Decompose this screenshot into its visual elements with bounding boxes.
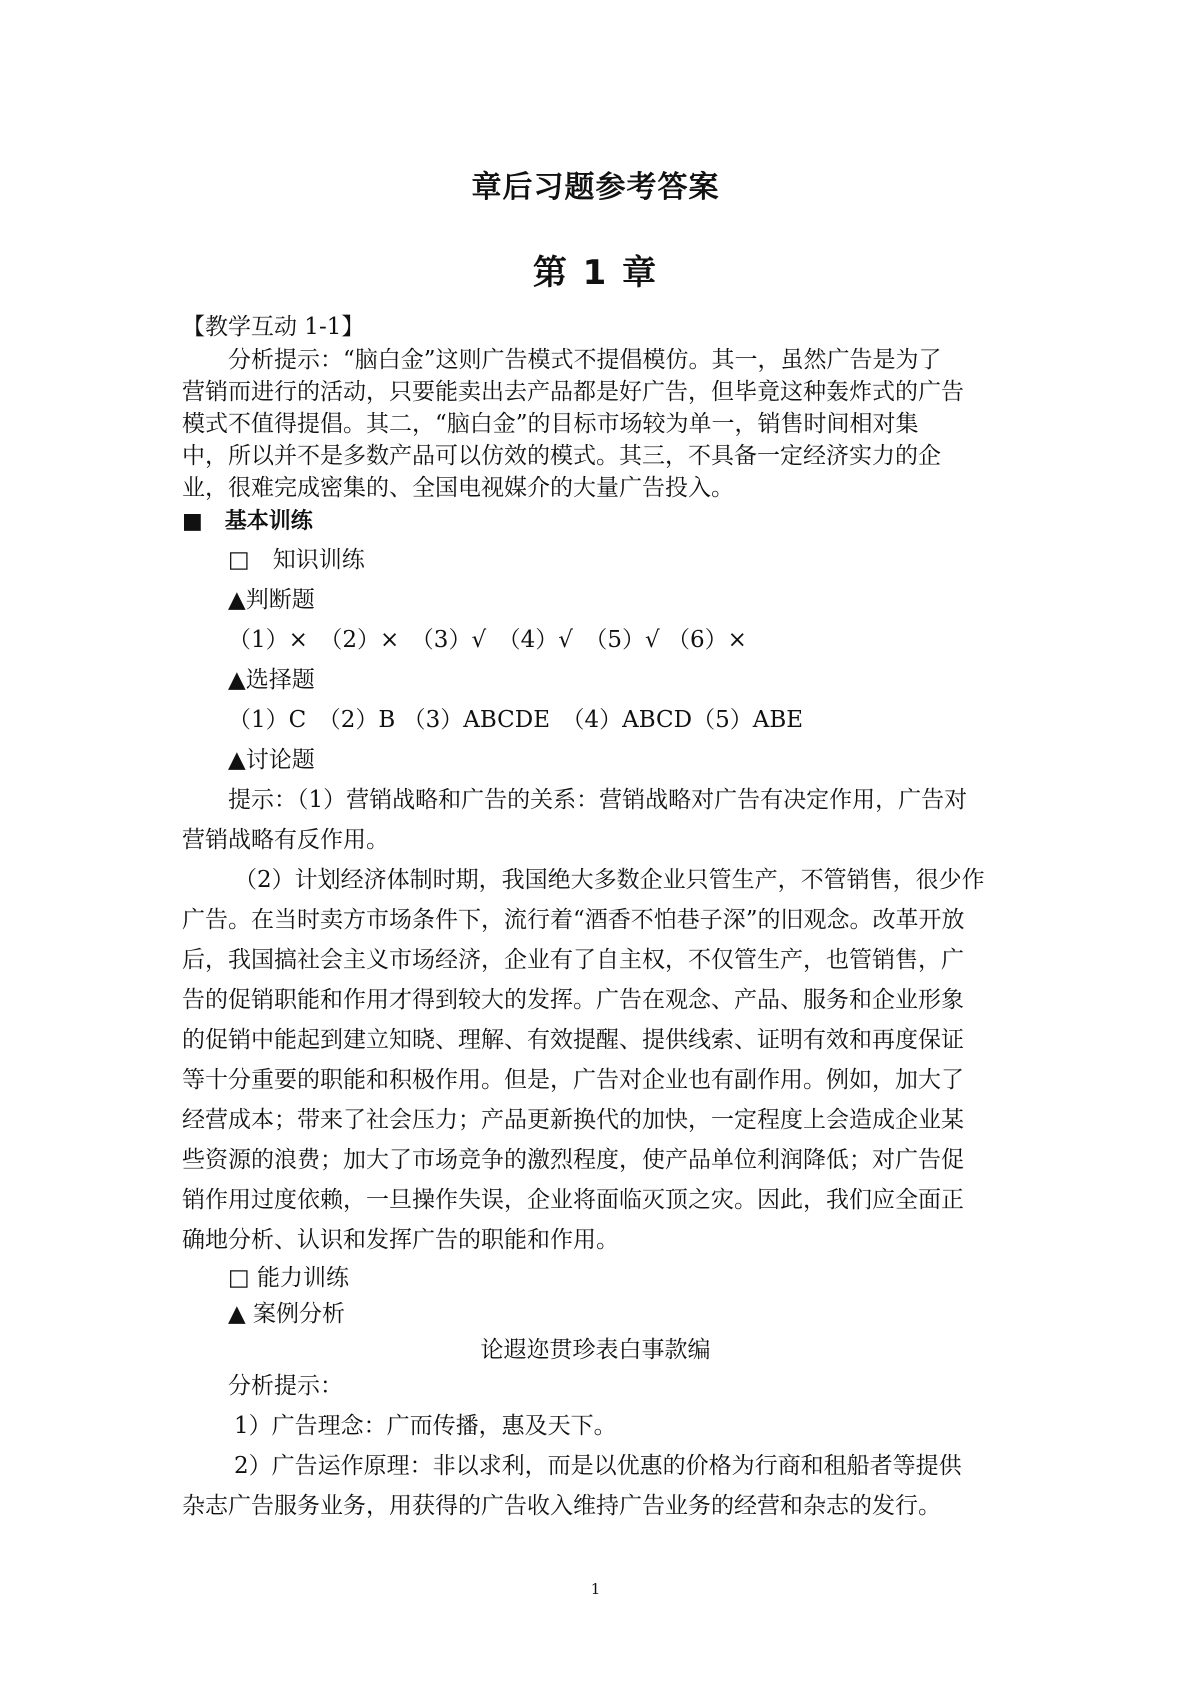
judgment-answers: （1）× （2）× （3）√ （4）√ （5）√ （6）× [228,627,747,653]
discussion-line: 告的促销职能和作用才得到较大的发挥。广告在观念、产品、服务和企业形象 [182,987,964,1013]
chapter-title: 第 1 章 [532,253,659,293]
interaction-line: 营销而进行的活动，只要能卖出去产品都是好广告，但毕竟这种轰炸式的广告 [182,379,964,405]
case-title: ▲ 案例分析 [228,1301,345,1327]
page-title: 章后习题参考答案 [471,170,720,205]
discussion-line: 后，我国搞社会主义市场经济，企业有了自主权，不仅管生产，也管销售，广 [182,947,964,973]
discussion-line: 确地分析、认识和发挥广告的职能和作用。 [182,1227,619,1253]
discussion-title: ▲讨论题 [228,747,315,773]
judgment-title: ▲判断题 [228,587,315,613]
interaction-line: 中，所以并不是多数产品可以仿效的模式。其三，不具备一定经济实力的企 [182,443,941,469]
interaction-line: 分析提示：“脑白金”这则广告模式不提倡模仿。其一，虽然广告是为了 [228,347,942,373]
case-line: 杂志广告服务业务，用获得的广告收入维持广告业务的经营和杂志的发行。 [182,1493,941,1519]
discussion-line: 的促销中能起到建立知晓、理解、有效提醒、提供线索、证明有效和再度保证 [182,1027,964,1053]
discussion-line: 些资源的浪费；加大了市场竞争的激烈程度，使产品单位利润降低；对广告促 [182,1147,964,1173]
discussion-line: 广告。在当时卖方市场条件下，流行着“酒香不怕巷子深”的旧观念。改革开放 [182,907,965,933]
case-line: 2）广告运作原理：非以求利，而是以优惠的价格为行商和租船者等提供 [234,1453,962,1479]
discussion-line: 等十分重要的职能和积极作用。但是，广告对企业也有副作用。例如，加大了 [182,1067,964,1093]
discussion-line: 提示：（1）营销战略和广告的关系：营销战略对广告有决定作用，广告对 [228,787,968,813]
case-name: 论遐迩贯珍表白事款编 [480,1337,711,1363]
discussion-line: 销作用过度依赖，一旦操作失误，企业将面临灭顶之灾。因此，我们应全面正 [182,1187,964,1213]
case-line: 1）广告理念：广而传播，惠及天下。 [234,1413,617,1439]
case-hint: 分析提示： [228,1373,343,1399]
interaction-line: 业，很难完成密集的、全国电视媒介的大量广告投入。 [182,475,734,501]
discussion-line: （2）计划经济体制时期，我国绝大多数企业只管生产，不管销售，很少作 [234,867,985,893]
choice-title: ▲选择题 [228,667,315,693]
section-heading-basic-training: ■ 基本训练 [182,509,313,534]
subsection-knowledge-training: □ 知识训练 [228,547,365,573]
choice-answers: （1）C （2）B （3）ABCDE （4）ABCD（5）ABE [228,707,804,733]
interaction-label: 【教学互动 1-1】 [182,314,365,340]
interaction-line: 模式不值得提倡。其二，“脑白金”的目标市场较为单一，销售时间相对集 [182,411,919,437]
discussion-line: 经营成本；带来了社会压力；产品更新换代的加快，一定程度上会造成企业某 [182,1107,964,1133]
subsection-ability-training: □ 能力训练 [228,1265,350,1291]
page-number: 1 [590,1580,601,1598]
discussion-line: 营销战略有反作用。 [182,827,389,853]
